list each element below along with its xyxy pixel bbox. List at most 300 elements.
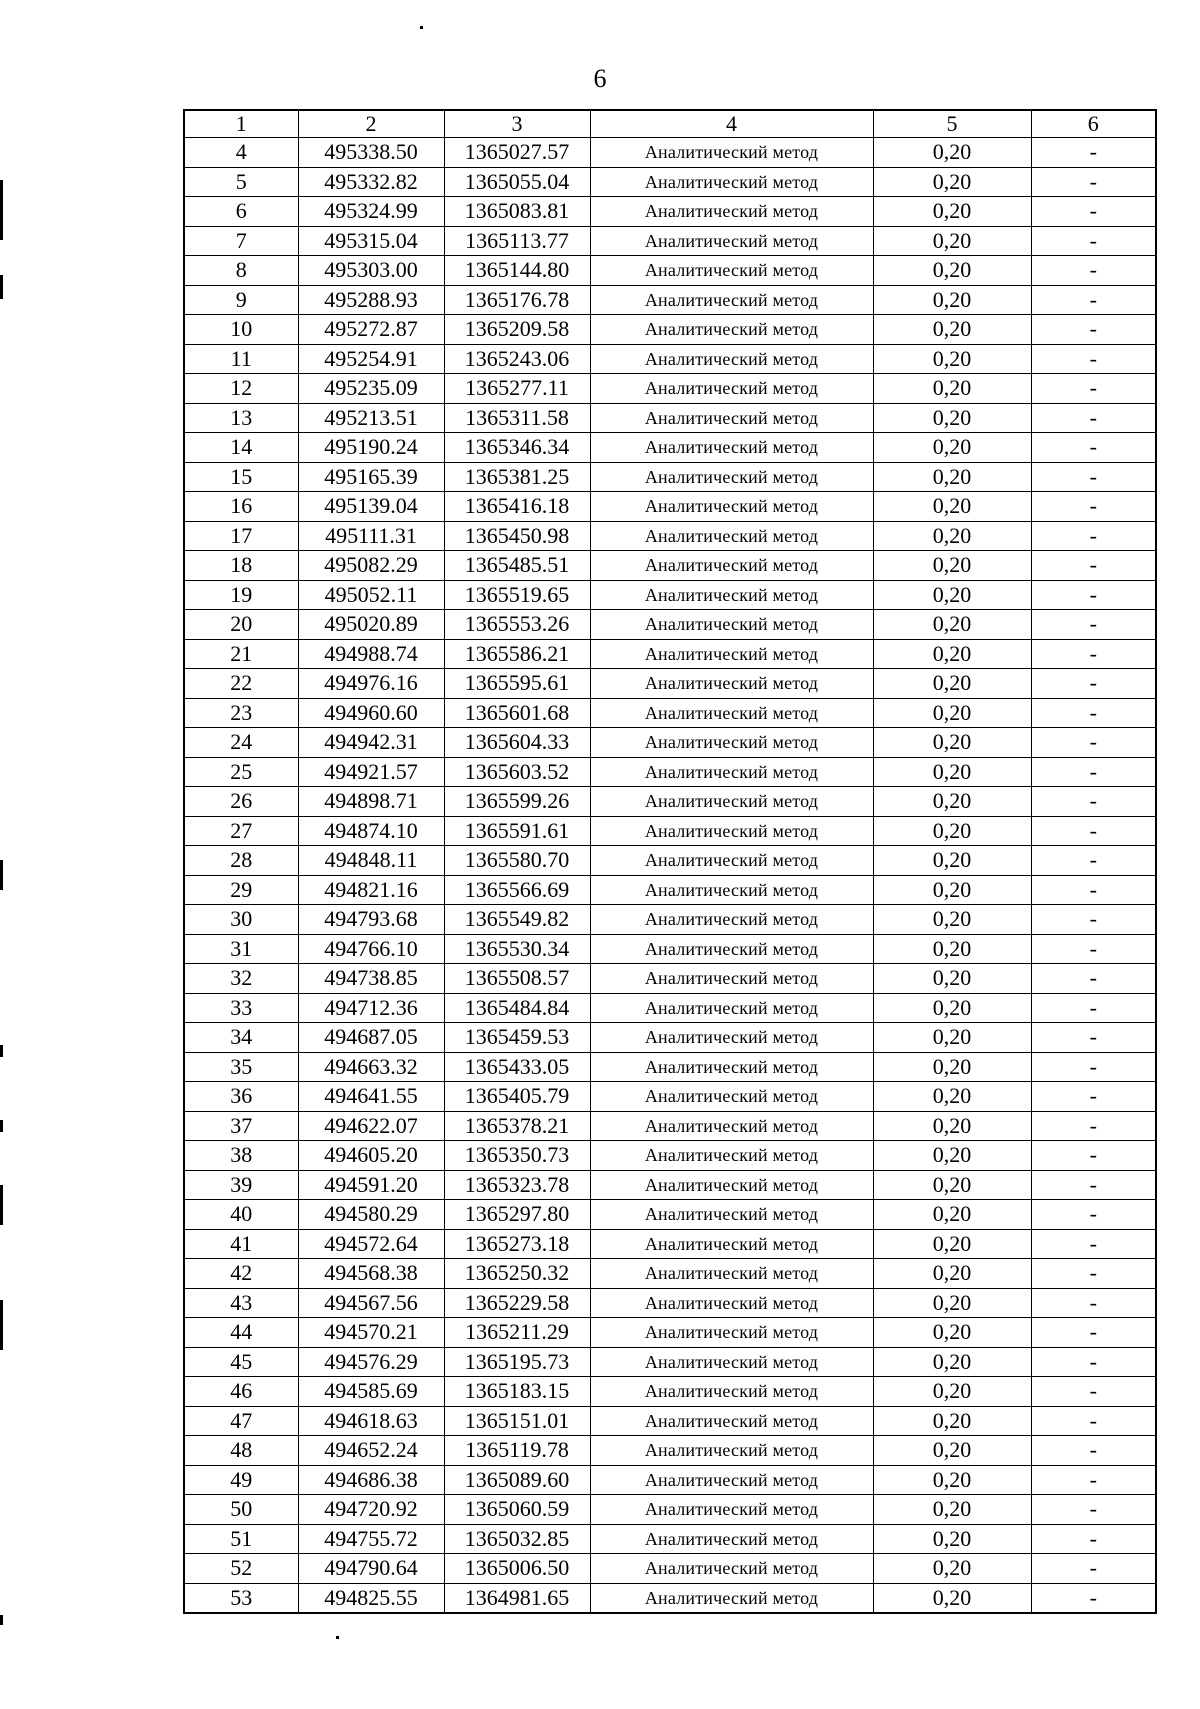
table-cell: 0,20 xyxy=(873,315,1031,345)
table-cell: Аналитический метод xyxy=(590,1259,873,1289)
scan-artifact xyxy=(0,1300,3,1350)
table-cell: 494663.32 xyxy=(298,1052,444,1082)
table-cell: Аналитический метод xyxy=(590,1377,873,1407)
table-cell: 0,20 xyxy=(873,1495,1031,1525)
table-cell: 495213.51 xyxy=(298,403,444,433)
table-cell: - xyxy=(1031,1082,1156,1112)
table-cell: Аналитический метод xyxy=(590,1465,873,1495)
table-cell: 495272.87 xyxy=(298,315,444,345)
table-cell: 494898.71 xyxy=(298,787,444,817)
table-cell: 1365405.79 xyxy=(444,1082,590,1112)
table-body xyxy=(184,138,1156,1614)
table-cell: Аналитический метод xyxy=(590,1583,873,1613)
table-row xyxy=(184,1141,1156,1171)
table-cell: Аналитический метод xyxy=(590,138,873,168)
table-cell: 0,20 xyxy=(873,1524,1031,1554)
table-cell: 494825.55 xyxy=(298,1583,444,1613)
table-cell: - xyxy=(1031,256,1156,286)
table-row xyxy=(184,905,1156,935)
table-cell: 32 xyxy=(184,964,298,994)
table-cell: 0,20 xyxy=(873,492,1031,522)
table-cell: 494988.74 xyxy=(298,639,444,669)
table-cell: 495165.39 xyxy=(298,462,444,492)
scan-artifact xyxy=(0,1120,3,1132)
table-row xyxy=(184,698,1156,728)
table-cell: 0,20 xyxy=(873,521,1031,551)
table-cell: 16 xyxy=(184,492,298,522)
table-cell: Аналитический метод xyxy=(590,492,873,522)
table-row xyxy=(184,1554,1156,1584)
table-cell: - xyxy=(1031,846,1156,876)
table-cell: 0,20 xyxy=(873,1111,1031,1141)
table-cell: Аналитический метод xyxy=(590,1141,873,1171)
table-cell: - xyxy=(1031,993,1156,1023)
table-cell: Аналитический метод xyxy=(590,610,873,640)
table-cell: - xyxy=(1031,138,1156,168)
table-cell: - xyxy=(1031,403,1156,433)
table-row xyxy=(184,757,1156,787)
table-cell: 42 xyxy=(184,1259,298,1289)
table-cell: 1365580.70 xyxy=(444,846,590,876)
table-cell: - xyxy=(1031,226,1156,256)
table-cell: Аналитический метод xyxy=(590,1318,873,1348)
table-cell: - xyxy=(1031,1583,1156,1613)
table-cell: 1365459.53 xyxy=(444,1023,590,1053)
table-cell: 1365089.60 xyxy=(444,1465,590,1495)
table-cell: 1365311.58 xyxy=(444,403,590,433)
table-cell: 1365209.58 xyxy=(444,315,590,345)
table-cell: 494568.38 xyxy=(298,1259,444,1289)
table-row xyxy=(184,256,1156,286)
table-cell: - xyxy=(1031,374,1156,404)
table-cell: Аналитический метод xyxy=(590,1111,873,1141)
table-cell: 1365151.01 xyxy=(444,1406,590,1436)
table-cell: - xyxy=(1031,344,1156,374)
table-cell: 495303.00 xyxy=(298,256,444,286)
table-cell: 494605.20 xyxy=(298,1141,444,1171)
table-row xyxy=(184,728,1156,758)
table-cell: 1365297.80 xyxy=(444,1200,590,1230)
table-cell: Аналитический метод xyxy=(590,580,873,610)
table-cell: 1365113.77 xyxy=(444,226,590,256)
table-cell: 17 xyxy=(184,521,298,551)
table-cell: 494921.57 xyxy=(298,757,444,787)
table-cell: 495139.04 xyxy=(298,492,444,522)
table-row xyxy=(184,1288,1156,1318)
table-cell: 494790.64 xyxy=(298,1554,444,1584)
table-cell: 50 xyxy=(184,1495,298,1525)
table-cell: - xyxy=(1031,1465,1156,1495)
table-row xyxy=(184,138,1156,168)
table-cell: - xyxy=(1031,1229,1156,1259)
table-cell: 1365599.26 xyxy=(444,787,590,817)
table-cell: 494618.63 xyxy=(298,1406,444,1436)
table-cell: 10 xyxy=(184,315,298,345)
table-cell: 6 xyxy=(184,197,298,227)
table-row xyxy=(184,403,1156,433)
table-cell: - xyxy=(1031,1111,1156,1141)
table-cell: Аналитический метод xyxy=(590,197,873,227)
table-cell: 0,20 xyxy=(873,993,1031,1023)
table-cell: - xyxy=(1031,1170,1156,1200)
table-cell: 21 xyxy=(184,639,298,669)
table-cell: - xyxy=(1031,1141,1156,1171)
table-cell: 18 xyxy=(184,551,298,581)
table-cell: 0,20 xyxy=(873,905,1031,935)
table-cell: 39 xyxy=(184,1170,298,1200)
scan-artifact xyxy=(0,860,3,890)
table-cell: 495235.09 xyxy=(298,374,444,404)
table-cell: 30 xyxy=(184,905,298,935)
table-cell: Аналитический метод xyxy=(590,1524,873,1554)
table-cell: 1365176.78 xyxy=(444,285,590,315)
table-cell: 0,20 xyxy=(873,138,1031,168)
table-cell: 0,20 xyxy=(873,226,1031,256)
table-row xyxy=(184,167,1156,197)
table-cell: 49 xyxy=(184,1465,298,1495)
table-cell: Аналитический метод xyxy=(590,256,873,286)
table-cell: 494960.60 xyxy=(298,698,444,728)
table-row xyxy=(184,639,1156,669)
table-row xyxy=(184,521,1156,551)
table-cell: 25 xyxy=(184,757,298,787)
table-cell: 0,20 xyxy=(873,344,1031,374)
table-cell: Аналитический метод xyxy=(590,433,873,463)
table-row xyxy=(184,1406,1156,1436)
table-row xyxy=(184,551,1156,581)
table-cell: 0,20 xyxy=(873,1318,1031,1348)
table-cell: - xyxy=(1031,787,1156,817)
table-cell: - xyxy=(1031,905,1156,935)
table-cell: 11 xyxy=(184,344,298,374)
table-cell: 1365603.52 xyxy=(444,757,590,787)
table-cell: 34 xyxy=(184,1023,298,1053)
table-cell: 9 xyxy=(184,285,298,315)
column-header: 4 xyxy=(590,110,873,138)
table-row xyxy=(184,462,1156,492)
table-cell: 0,20 xyxy=(873,1170,1031,1200)
table-cell: 36 xyxy=(184,1082,298,1112)
table-cell: 0,20 xyxy=(873,1023,1031,1053)
table-cell: 494570.21 xyxy=(298,1318,444,1348)
table-cell: 47 xyxy=(184,1406,298,1436)
table-cell: - xyxy=(1031,757,1156,787)
table-cell: Аналитический метод xyxy=(590,816,873,846)
table-cell: - xyxy=(1031,462,1156,492)
table-cell: Аналитический метод xyxy=(590,1347,873,1377)
table-cell: 0,20 xyxy=(873,728,1031,758)
scan-artifact xyxy=(0,1045,3,1057)
table-cell: 1365243.06 xyxy=(444,344,590,374)
table-cell: Аналитический метод xyxy=(590,757,873,787)
scan-artifact xyxy=(0,275,3,299)
table-row xyxy=(184,1082,1156,1112)
table-row xyxy=(184,315,1156,345)
table-row xyxy=(184,610,1156,640)
table-cell: - xyxy=(1031,1200,1156,1230)
column-header: 5 xyxy=(873,110,1031,138)
table-cell: 1365273.18 xyxy=(444,1229,590,1259)
coordinates-table xyxy=(183,109,1157,1614)
table-cell: 44 xyxy=(184,1318,298,1348)
table-cell: 494641.55 xyxy=(298,1082,444,1112)
table-cell: 0,20 xyxy=(873,197,1031,227)
table-cell: - xyxy=(1031,580,1156,610)
table-cell: Аналитический метод xyxy=(590,1229,873,1259)
table-cell: 1365006.50 xyxy=(444,1554,590,1584)
table-cell: 494942.31 xyxy=(298,728,444,758)
table-cell: 495190.24 xyxy=(298,433,444,463)
table-cell: 24 xyxy=(184,728,298,758)
scan-artifact xyxy=(0,1615,3,1625)
table-cell: 1365229.58 xyxy=(444,1288,590,1318)
table-cell: 51 xyxy=(184,1524,298,1554)
table-cell: 0,20 xyxy=(873,551,1031,581)
table-cell: - xyxy=(1031,433,1156,463)
table-cell: 52 xyxy=(184,1554,298,1584)
table-row xyxy=(184,1524,1156,1554)
table-cell: 1365183.15 xyxy=(444,1377,590,1407)
table-cell: 7 xyxy=(184,226,298,256)
table-cell: 0,20 xyxy=(873,1465,1031,1495)
scan-dot xyxy=(336,1636,339,1639)
table-cell: 0,20 xyxy=(873,462,1031,492)
table-cell: 0,20 xyxy=(873,846,1031,876)
table-cell: Аналитический метод xyxy=(590,226,873,256)
table-row xyxy=(184,993,1156,1023)
table-cell: 494874.10 xyxy=(298,816,444,846)
table-cell: 494793.68 xyxy=(298,905,444,935)
table-cell: 1365119.78 xyxy=(444,1436,590,1466)
table-cell: 1365195.73 xyxy=(444,1347,590,1377)
table-cell: 0,20 xyxy=(873,167,1031,197)
table-cell: 0,20 xyxy=(873,1377,1031,1407)
table-cell: 495254.91 xyxy=(298,344,444,374)
table-row xyxy=(184,1583,1156,1613)
table-cell: 494821.16 xyxy=(298,875,444,905)
table-cell: 0,20 xyxy=(873,639,1031,669)
table-cell: 0,20 xyxy=(873,875,1031,905)
table-cell: - xyxy=(1031,1318,1156,1348)
table-cell: 495052.11 xyxy=(298,580,444,610)
table-cell: 0,20 xyxy=(873,669,1031,699)
table-cell: - xyxy=(1031,1495,1156,1525)
table-cell: - xyxy=(1031,1524,1156,1554)
table-cell: - xyxy=(1031,197,1156,227)
table-row xyxy=(184,580,1156,610)
table-cell: 0,20 xyxy=(873,1141,1031,1171)
table-cell: 494591.20 xyxy=(298,1170,444,1200)
table-cell: 0,20 xyxy=(873,934,1031,964)
table-cell: 0,20 xyxy=(873,1200,1031,1230)
table-row xyxy=(184,492,1156,522)
table-cell: 1365323.78 xyxy=(444,1170,590,1200)
table-cell: 1365433.05 xyxy=(444,1052,590,1082)
table-cell: - xyxy=(1031,551,1156,581)
table-cell: 1365450.98 xyxy=(444,521,590,551)
table-cell: - xyxy=(1031,167,1156,197)
table-row xyxy=(184,1170,1156,1200)
table-cell: 0,20 xyxy=(873,285,1031,315)
table-cell: 1365519.65 xyxy=(444,580,590,610)
table-cell: 31 xyxy=(184,934,298,964)
table-cell: 1365060.59 xyxy=(444,1495,590,1525)
table-cell: Аналитический метод xyxy=(590,521,873,551)
table-cell: Аналитический метод xyxy=(590,1170,873,1200)
table-row xyxy=(184,934,1156,964)
table-cell: 0,20 xyxy=(873,964,1031,994)
table-cell: Аналитический метод xyxy=(590,285,873,315)
table-cell: 4 xyxy=(184,138,298,168)
table-cell: Аналитический метод xyxy=(590,1495,873,1525)
table-cell: 1365211.29 xyxy=(444,1318,590,1348)
table-cell: 495082.29 xyxy=(298,551,444,581)
table-cell: 1365484.84 xyxy=(444,993,590,1023)
table-cell: 23 xyxy=(184,698,298,728)
table-cell: 0,20 xyxy=(873,1583,1031,1613)
table-row xyxy=(184,1436,1156,1466)
table-cell: 1364981.65 xyxy=(444,1583,590,1613)
table-cell: - xyxy=(1031,1436,1156,1466)
table-cell: Аналитический метод xyxy=(590,669,873,699)
table-row xyxy=(184,787,1156,817)
table-cell: - xyxy=(1031,521,1156,551)
table-cell: Аналитический метод xyxy=(590,698,873,728)
table-cell: 33 xyxy=(184,993,298,1023)
table-cell: - xyxy=(1031,1377,1156,1407)
table-row xyxy=(184,1495,1156,1525)
table-cell: - xyxy=(1031,1406,1156,1436)
table-cell: - xyxy=(1031,1288,1156,1318)
table-cell: 0,20 xyxy=(873,1052,1031,1082)
table-cell: 0,20 xyxy=(873,816,1031,846)
table-cell: 494576.29 xyxy=(298,1347,444,1377)
table-cell: 20 xyxy=(184,610,298,640)
table-cell: Аналитический метод xyxy=(590,846,873,876)
table-cell: 495315.04 xyxy=(298,226,444,256)
table-row xyxy=(184,344,1156,374)
table-cell: 45 xyxy=(184,1347,298,1377)
table-cell: - xyxy=(1031,1052,1156,1082)
table-cell: 1365416.18 xyxy=(444,492,590,522)
table-cell: Аналитический метод xyxy=(590,403,873,433)
table-row xyxy=(184,816,1156,846)
table-cell: 494720.92 xyxy=(298,1495,444,1525)
table-cell: 19 xyxy=(184,580,298,610)
table-row xyxy=(184,1347,1156,1377)
table-cell: - xyxy=(1031,698,1156,728)
table-cell: Аналитический метод xyxy=(590,551,873,581)
table-cell: 0,20 xyxy=(873,1259,1031,1289)
table-cell: 494572.64 xyxy=(298,1229,444,1259)
table-cell: 0,20 xyxy=(873,256,1031,286)
table-row xyxy=(184,875,1156,905)
table-cell: 48 xyxy=(184,1436,298,1466)
table-cell: 1365381.25 xyxy=(444,462,590,492)
table-cell: - xyxy=(1031,639,1156,669)
table-row xyxy=(184,846,1156,876)
table-row xyxy=(184,1259,1156,1289)
scan-artifact xyxy=(0,1185,3,1225)
table-cell: Аналитический метод xyxy=(590,993,873,1023)
table-cell: - xyxy=(1031,964,1156,994)
table-cell: 1365530.34 xyxy=(444,934,590,964)
table-row xyxy=(184,1318,1156,1348)
table-cell: 494738.85 xyxy=(298,964,444,994)
table-cell: 1365553.26 xyxy=(444,610,590,640)
table-row xyxy=(184,1465,1156,1495)
table-cell: Аналитический метод xyxy=(590,344,873,374)
table-cell: 1365083.81 xyxy=(444,197,590,227)
table-cell: 43 xyxy=(184,1288,298,1318)
table-cell: 1365250.32 xyxy=(444,1259,590,1289)
table-cell: 1365549.82 xyxy=(444,905,590,935)
table-cell: 1365591.61 xyxy=(444,816,590,846)
table-cell: Аналитический метод xyxy=(590,964,873,994)
table-cell: 0,20 xyxy=(873,1406,1031,1436)
table-cell: 22 xyxy=(184,669,298,699)
table-cell: 26 xyxy=(184,787,298,817)
table-cell: Аналитический метод xyxy=(590,905,873,935)
table-cell: 0,20 xyxy=(873,757,1031,787)
column-header: 6 xyxy=(1031,110,1156,138)
table-cell: 37 xyxy=(184,1111,298,1141)
table-cell: 494585.69 xyxy=(298,1377,444,1407)
table-row xyxy=(184,1052,1156,1082)
column-header: 1 xyxy=(184,110,298,138)
table-cell: 494848.11 xyxy=(298,846,444,876)
table-cell: 0,20 xyxy=(873,1347,1031,1377)
table-cell: Аналитический метод xyxy=(590,167,873,197)
table-cell: 0,20 xyxy=(873,403,1031,433)
table-cell: 494755.72 xyxy=(298,1524,444,1554)
table-cell: 38 xyxy=(184,1141,298,1171)
table-row xyxy=(184,669,1156,699)
table-cell: - xyxy=(1031,285,1156,315)
table-cell: - xyxy=(1031,1259,1156,1289)
table-cell: 494567.56 xyxy=(298,1288,444,1318)
table-cell: 495288.93 xyxy=(298,285,444,315)
table-cell: 494652.24 xyxy=(298,1436,444,1466)
table-cell: 495332.82 xyxy=(298,167,444,197)
table-cell: 14 xyxy=(184,433,298,463)
table-cell: - xyxy=(1031,875,1156,905)
table-row xyxy=(184,964,1156,994)
table-cell: Аналитический метод xyxy=(590,787,873,817)
table-cell: Аналитический метод xyxy=(590,1082,873,1112)
table-cell: 495020.89 xyxy=(298,610,444,640)
table-cell: 53 xyxy=(184,1583,298,1613)
table-cell: Аналитический метод xyxy=(590,639,873,669)
table-cell: Аналитический метод xyxy=(590,1554,873,1584)
table-cell: 1365027.57 xyxy=(444,138,590,168)
table-cell: 1365508.57 xyxy=(444,964,590,994)
table-cell: 494622.07 xyxy=(298,1111,444,1141)
table-cell: 0,20 xyxy=(873,433,1031,463)
table-cell: 1365378.21 xyxy=(444,1111,590,1141)
table-cell: - xyxy=(1031,934,1156,964)
page-number: 6 xyxy=(593,64,607,93)
table-cell: 27 xyxy=(184,816,298,846)
table-cell: 1365346.34 xyxy=(444,433,590,463)
table-cell: 46 xyxy=(184,1377,298,1407)
table-cell: 28 xyxy=(184,846,298,876)
table-cell: 41 xyxy=(184,1229,298,1259)
table-cell: 8 xyxy=(184,256,298,286)
table-cell: 15 xyxy=(184,462,298,492)
table-cell: 0,20 xyxy=(873,1082,1031,1112)
table-cell: 1365586.21 xyxy=(444,639,590,669)
